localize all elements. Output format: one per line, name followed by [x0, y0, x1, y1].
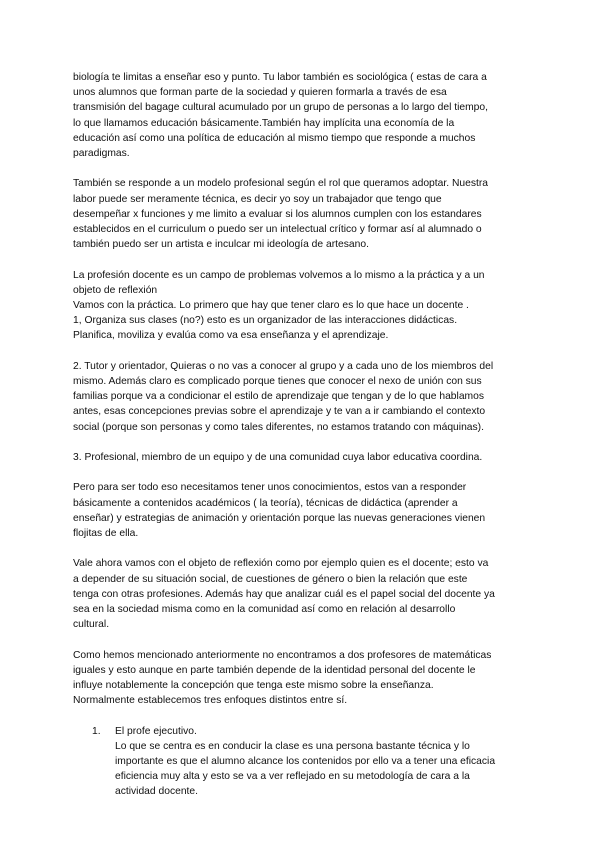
- text-line: a depender de su situación social, de cuestiones de género o bien la relación que este: [73, 573, 468, 585]
- text-line: labor puede ser meramente técnica, es decir yo soy un trabajador que tengo que: [73, 193, 442, 205]
- paragraph-7: [73, 556, 530, 632]
- text-line: social (porque son personas y como tales diferentes, no estamos tratando con máquinas).: [73, 421, 484, 433]
- text-line: tenga con otras profesiones. Además hay que analizar cuál es el papel social del docente ya: [73, 588, 495, 600]
- text-line: importante es que el alumno alcance los contenidos por ello va a tener una eficacia: [115, 756, 496, 768]
- text-line: influye notablemente la concepción que tenga este mismo sobre la enseñanza.: [73, 680, 434, 692]
- text-line: básicamente a contenidos académicos ( la teoría), técnicas de didáctica (aprender a: [73, 497, 458, 509]
- text-line: 2. Tutor y orientador, Quieras o no vas a conocer al grupo y a cada uno de los miembros del: [73, 360, 494, 372]
- text-line: sea en la sociedad misma como en la comunidad así como en relación al desarrollo: [73, 604, 456, 616]
- text-line: enseñar) y estrategias de animación y orientación porque las nuevas generaciones vienen: [73, 512, 486, 524]
- paragraph-8: [73, 648, 530, 709]
- text-line: familias porque va a condicionar el estilo de aprendizaje que tengan y de lo que hablamos: [73, 391, 485, 403]
- text-line: Vamos con la práctica. Lo primero que hay que tener claro es lo que hace un docente .: [73, 300, 469, 312]
- text-line: eficiencia muy alta y esto se va a ver reflejado en su metodología de cara a la: [115, 771, 470, 783]
- text-line: objeto de reflexión: [73, 284, 158, 296]
- list-number: 1.: [92, 725, 101, 737]
- text-line: 1, Organiza sus clases (no?) esto es un organizador de las interacciones didácticas.: [73, 315, 458, 327]
- paragraph-3: [73, 268, 530, 344]
- list-item-title: El profe ejecutivo.: [115, 725, 197, 737]
- text-line: transmisión del bagage cultural acumulado por un grupo de personas a lo largo del tiempo,: [73, 102, 488, 114]
- paragraph-1: [73, 70, 530, 161]
- text-line: También se responde a un modelo profesional según el rol que queramos adoptar. Nuestra: [73, 178, 488, 190]
- enfoques-list: [73, 724, 530, 800]
- text-line: Vale ahora vamos con el objeto de reflexión como por ejemplo quien es el docente; esto va: [73, 558, 489, 570]
- text-line: cultural.: [73, 619, 110, 631]
- text-line: antes, esas concepciones previas sobre el aprendizaje y te van a ir cambiando el contexto: [73, 406, 486, 418]
- paragraph-4: [73, 359, 530, 435]
- text-line: establecidos en el curriculum o puedo ser un intelectual crítico y formar así al alumnado o: [73, 224, 482, 236]
- text-line: Lo que se centra es en conducir la clase es una persona bastante técnica y lo: [115, 740, 470, 752]
- paragraph-6: [73, 480, 530, 541]
- text-line: Planifica, moviliza y evalúa como va esa enseñanza y el aprendizaje.: [73, 330, 389, 342]
- text-line: desempeñar x funciones y me limito a evaluar si los alumnos cumplen con los estandares: [73, 208, 482, 220]
- text-line: Pero para ser todo eso necesitamos tener unos conocimientos, estos van a responder: [73, 482, 467, 494]
- text-line: Como hemos mencionado anteriormente no encontramos a dos profesores de matemáticas: [73, 649, 492, 661]
- text-line: flojitas de ella.: [73, 528, 139, 540]
- text-line: actividad docente.: [115, 786, 199, 798]
- text-line: paradigmas.: [73, 148, 130, 160]
- paragraph-5: [73, 450, 530, 465]
- text-line: educación así como una política de educación al mismo tiempo que responde a muchos: [73, 132, 476, 144]
- paragraph-2: [73, 176, 530, 252]
- text-line: también puedo ser un artista e inculcar mi ideología de artesano.: [73, 239, 369, 251]
- text-line: Normalmente establecemos tres enfoques distintos entre sí.: [73, 695, 348, 707]
- text-line: unos alumnos que forman parte de la sociedad y quieren formarla a través de esa: [73, 87, 447, 99]
- text-line: La profesión docente es un campo de problemas volvemos a lo mismo a la práctica y a un: [73, 269, 485, 281]
- text-line: iguales y esto aunque en parte también depende de la identidad personal del docente le: [73, 664, 476, 676]
- text-line: lo que llamamos educación básicamente.También hay implícita una economía de la: [73, 117, 455, 129]
- list-item: [73, 724, 530, 800]
- text-line: biología te limitas a enseñar eso y punto. Tu labor también es sociológica ( estas de cara a: [73, 72, 487, 83]
- text-line: mismo. Además claro es complicado porque tienes que conocer el nexo de unión con sus: [73, 376, 482, 388]
- text-line: 3. Profesional, miembro de un equipo y de una comunidad cuya labor educativa coordina.: [73, 452, 483, 464]
